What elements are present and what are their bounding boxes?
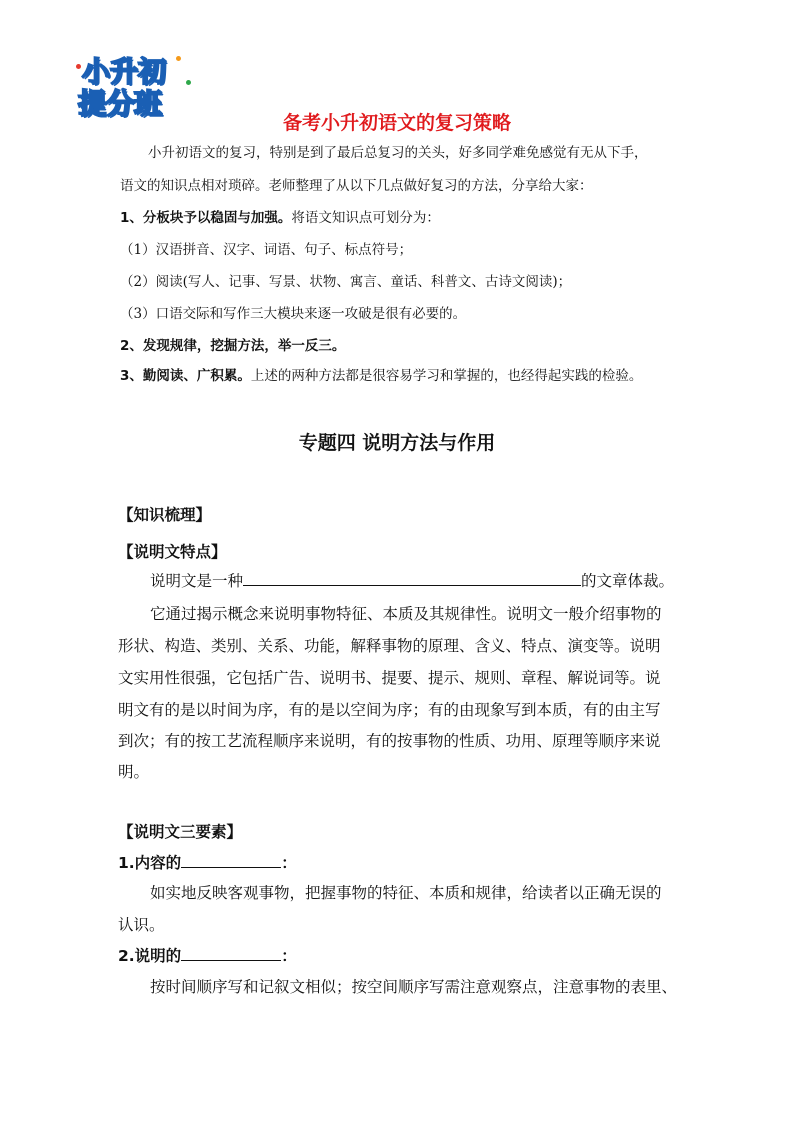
features-line-6: 明。 xyxy=(118,763,150,781)
element-1-text-line1: 如实地反映客观事物，把握事物的特征、本质和规律，给读者以正确无误的 xyxy=(150,884,662,902)
logo-dot-icon xyxy=(76,64,81,69)
logo-text-line1: 小升初 xyxy=(82,55,167,88)
logo-text-line2: 提分班 xyxy=(78,87,163,120)
definition-line xyxy=(150,569,674,591)
intro-item-3-rest: 上述的两种方法都是很容易学习和掌握的，也经得起实践的检验。 xyxy=(250,368,643,384)
features-line-5: 到次；有的按工艺流程顺序来说明，有的按事物的性质、功用、原理等顺序来说 xyxy=(118,732,661,750)
elements-heading: 【说明文三要素】 xyxy=(118,823,243,841)
logo-dot-icon xyxy=(176,56,181,61)
element-1-text-line2: 认识。 xyxy=(118,916,165,934)
features-line-4: 明文有的是以时间为序，有的是以空间为序；有的由现象写到本质，有的由主写 xyxy=(118,701,661,719)
element-1-blank xyxy=(181,851,281,868)
intro-paragraph-line1: 小升初语文的复习，特别是到了最后总复习的关头，好多同学难免感觉有无从下手， xyxy=(148,145,648,161)
features-line-1: 它通过揭示概念来说明事物特征、本质及其规律性。说明文一般介绍事物的 xyxy=(150,605,662,623)
features-heading: 【说明文特点】 xyxy=(118,543,227,561)
definition-after: 的文章体裁。 xyxy=(581,572,675,590)
intro-paragraph-line2: 语文的知识点相对琐碎。老师整理了从以下几点做好复习的方法，分享给大家： xyxy=(120,178,593,194)
features-line-3: 文实用性很强，它包括广告、说明书、提要、提示、规则、章程、解说词等。说 xyxy=(118,669,661,687)
features-line-2: 形状、构造、类别、关系、功能，解释事物的原理、含义、特点、演变等。说明 xyxy=(118,637,661,655)
intro-item-3 xyxy=(120,366,642,386)
element-2-colon: ： xyxy=(281,947,297,965)
element-1-label-line xyxy=(118,851,297,873)
logo-dot-icon xyxy=(186,80,191,85)
element-1-label: 1.内容的 xyxy=(118,854,182,872)
knowledge-heading: 【知识梳理】 xyxy=(118,506,212,524)
definition-blank xyxy=(243,569,581,586)
intro-item-1 xyxy=(120,208,440,228)
element-2-blank xyxy=(181,944,281,961)
element-1-colon: ： xyxy=(281,854,297,872)
intro-sub-2: （2）阅读(写人、记事、写景、状物、寓言、童话、科普文、古诗文阅读)； xyxy=(120,274,572,290)
definition-before: 说明文是一种 xyxy=(150,572,244,590)
element-2-label: 2.说明的 xyxy=(118,947,182,965)
intro-item-3-bold: 3、勤阅读、广积累。 xyxy=(120,368,251,384)
element-2-label-line xyxy=(118,944,297,966)
intro-item-1-rest: 将语文知识点可划分为： xyxy=(291,210,440,226)
element-2-text-line1: 按时间顺序写和记叙文相似；按空间顺序写需注意观察点，注意事物的表里、 xyxy=(150,978,678,996)
section-title: 专题四 说明方法与作用 xyxy=(298,432,496,454)
intro-item-2: 2、发现规律，挖掘方法，举一反三。 xyxy=(120,338,346,354)
page-title: 备考小升初语文的复习策略 xyxy=(282,112,511,134)
intro-sub-1: （1）汉语拼音、汉字、词语、句子、标点符号； xyxy=(120,242,413,258)
intro-sub-3: （3）口语交际和写作三大模块来逐一攻破是很有必要的。 xyxy=(120,306,467,322)
intro-item-1-bold: 1、分板块予以稳固与加强。 xyxy=(120,210,292,226)
